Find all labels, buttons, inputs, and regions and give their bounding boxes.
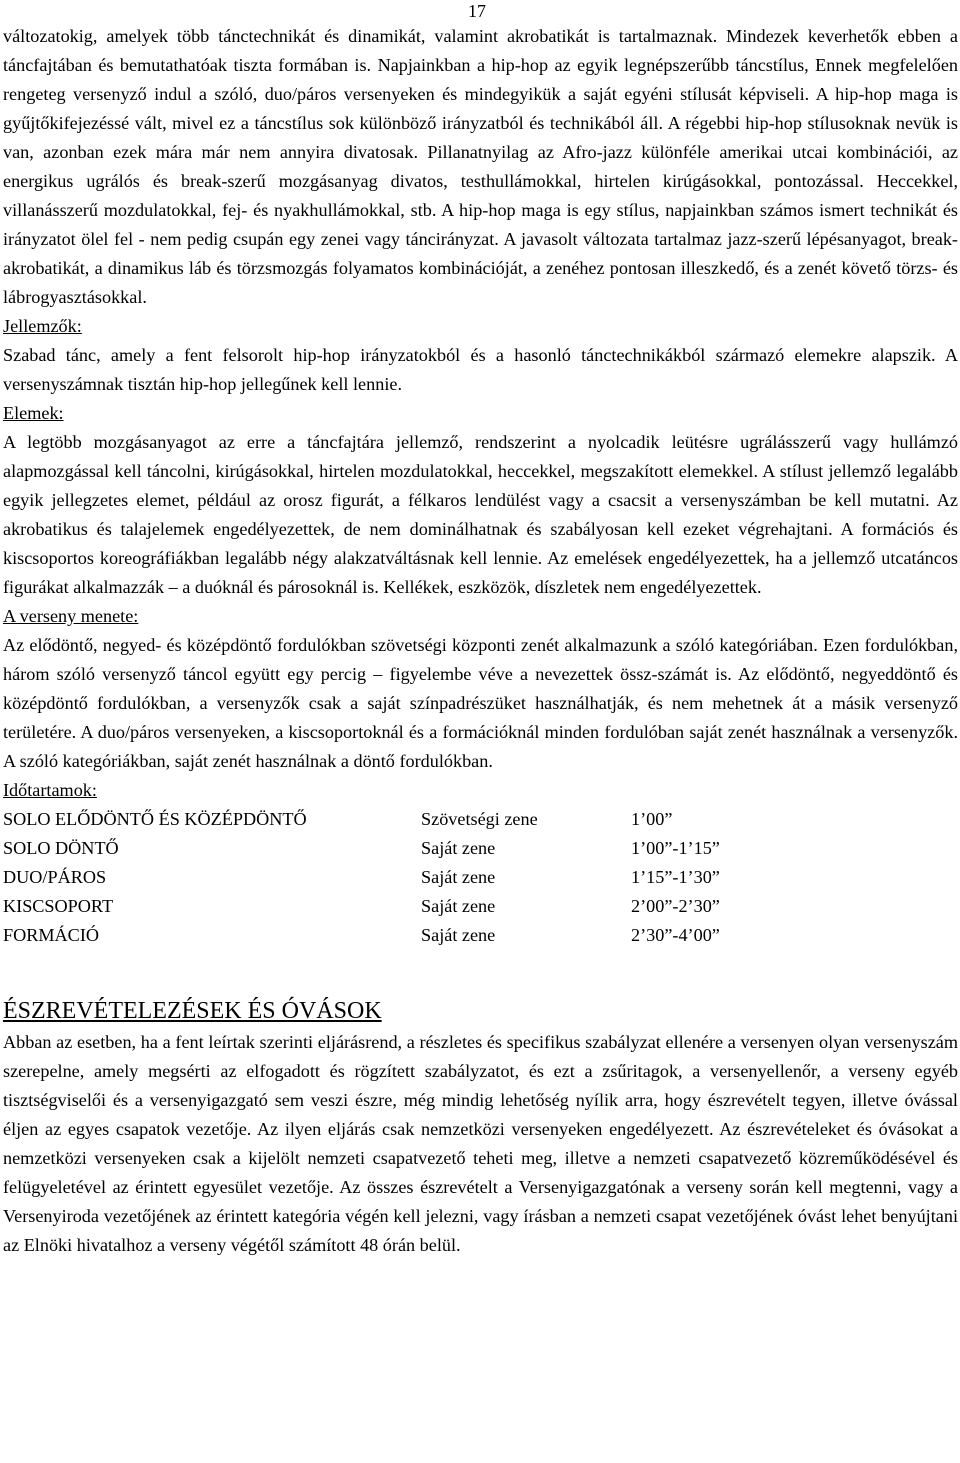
verseny-menete-heading: A verseny menete:: [3, 606, 139, 626]
category-cell: DUO/PÁROS: [3, 867, 107, 887]
section-title: ÉSZREVÉTELEZÉSEK ÉS ÓVÁSOK: [3, 998, 382, 1024]
time-cell: 1’00”: [631, 809, 673, 829]
category-cell: FORMÁCIÓ: [3, 925, 100, 945]
music-cell: Szövetségi zene: [421, 809, 538, 829]
intro-paragraph: változatokig, amelyek több tánctechnikát és dinamikát, valamint akrobatikát is tartalmaznak. Mindezek keverhetők ebben a táncfajtában és bemutathatóak tiszta formában is. Napjainkban a hip-hop az egyik legnépszerűbb táncstílus, Ennek megfelelően rengeteg versenyző indul a szóló, duo/páros versenyeken és mindegyikük a saját egyéni stílusát képviseli. A hip-hop maga is gyűjtőkifejezéssé vált, mivel ez a táncstílus sok különböző irányzatból és technikából áll. A régebbi hip-hop stílusoknak nevük is van, azonban ezek mára már nem annyira divatosak. Pillanatnyilag az Afro-jazz különféle amerikai utcai kombinációi, az energikus ugrálós és break-szerű mozgásanyag divatos, testhullámokkal, hirtelen kirúgásokkal, pontozással. Heccekkel, villanásszerű mozdulatokkal, fej- és nyakhullámokkal, stb. A hip-hop maga is egy stílus, napjainkban számos ismert technikát és irányzatot ölel fel - nem pedig csupán egy zenei vagy táncirányzat. A javasolt változata tartalmaz jazz-szerű lépésanyagot, break-akrobatikát, a dinamikus láb és törzsmozgás folyamatos kombinációját, a zenéhez pontosan illeszkedő, és a zenét követő törzs- és lábrogyasztásokkal.: [3, 26, 958, 307]
table-row: [3, 805, 720, 834]
table-row: [3, 834, 720, 863]
table-row: [3, 892, 720, 921]
time-cell: 1’00”-1’15”: [631, 838, 720, 858]
verseny-menete-paragraph: Az elődöntő, negyed- és középdöntő fordulókban szövetségi központi zenét alkalmazunk a szóló kategóriában. Ezen fordulókban, három szóló versenyző táncol együtt egy percig – figyelembe véve a nevezettek össz-számát is. Az elődöntő, negyeddöntő és középdöntő fordulókban, a versenyzők csak a saját színpadrészüket használhatják, és nem mehetnek át a másik versenyző területére. A duo/páros versenyeken, a kiscsoportoknál és a formációknál minden fordulóban saját zenét használnak a versenyzők. A szóló kategóriákban, saját zenét használnak a döntő fordulókban.: [3, 635, 958, 771]
table-row: [3, 921, 720, 950]
music-cell: Saját zene: [421, 896, 496, 916]
music-cell: Saját zene: [421, 838, 496, 858]
idotartamok-heading: Időtartamok:: [3, 780, 97, 800]
time-cell: 2’30”-4’00”: [631, 925, 720, 945]
durations-table: [3, 805, 720, 950]
music-cell: Saját zene: [421, 867, 496, 887]
category-cell: KISCSOPORT: [3, 896, 114, 916]
jellemzok-heading: Jellemzők:: [3, 316, 82, 336]
time-cell: 2’00”-2’30”: [631, 896, 720, 916]
table-row: [3, 863, 720, 892]
elemek-paragraph: A legtöbb mozgásanyagot az erre a táncfajtára jellemző, rendszerint a nyolcadik leütésre ugrálásszerű vagy hullámzó alapmozgással kell táncolni, kirúgásokkal, hirtelen mozdulatokkal, heccekkel, megszakított elemekkel. A stílust jellemző legalább egyik jellegzetes elemet, például az orosz figurát, a félkaros lendülést vagy a csacsit a versenyszámban be kell mutatni. Az akrobatikus és talajelemek engedélyezettek, de nem dominálhatnak és szabályosan kell ezeket végrehajtani. A formációs és kiscsoportos koreográfiákban legalább négy alakzatváltásnak kell lennie. Az emelések engedélyezettek, ha a jellemző utcatáncos figurákat alkalmazzák – a duóknál és párosoknál is. Kellékek, eszközök, díszletek nem engedélyezettek.: [3, 432, 958, 597]
eszrevetelezesek-paragraph: Abban az esetben, ha a fent leírtak szerinti eljárásrend, a részletes és specifikus szabályzat ellenére a versenyen olyan versenyszám szerepelne, amely megsérti az elfogadott és rögzített szabályzatot, és ezt a zsűritagok, a versenyellenőr, a verseny egyéb tisztségviselői és a versenyigazgató sem veszi észre, még mindig lehetőség nyílik arra, hogy észrevételt tegyen, illetve óvással éljen az egyes csapatok vezetője. Az ilyen eljárás csak nemzetközi versenyeken engedélyezett. Az észrevételeket és óvásokat a nemzetközi versenyeken csak a kijelölt nemzeti csapatvezető teheti meg, illetve a nemzeti csapatvezető közreműködésével és felügyeletével az érintett egyesület vezetője. Az összes észrevételt a Versenyigazgatónak a verseny során kell megtenni, vagy a Versenyiroda vezetőjének az érintett kategória végén kell jelezni, vagy írásban a nemzeti csapat vezetőjének óvást lehet benyújtani az Elnöki hivatalhoz a verseny végétől számított 48 órán belül.: [3, 1032, 958, 1255]
elemek-heading: Elemek:: [3, 403, 64, 423]
page-number: 17: [468, 1, 486, 21]
category-cell: SOLO ELŐDÖNTŐ ÉS KÖZÉPDÖNTŐ: [3, 809, 307, 829]
category-cell: SOLO DÖNTŐ: [3, 838, 119, 858]
time-cell: 1’15”-1’30”: [631, 867, 720, 887]
document-body: [3, 22, 958, 1260]
music-cell: Saját zene: [421, 925, 496, 945]
jellemzok-paragraph: Szabad tánc, amely a fent felsorolt hip-hop irányzatokból és a hasonló tánctechnikákból származó elemekre alapszik. A versenyszámnak tisztán hip-hop jellegűnek kell lennie.: [3, 345, 958, 394]
section-spacer: [3, 950, 958, 994]
